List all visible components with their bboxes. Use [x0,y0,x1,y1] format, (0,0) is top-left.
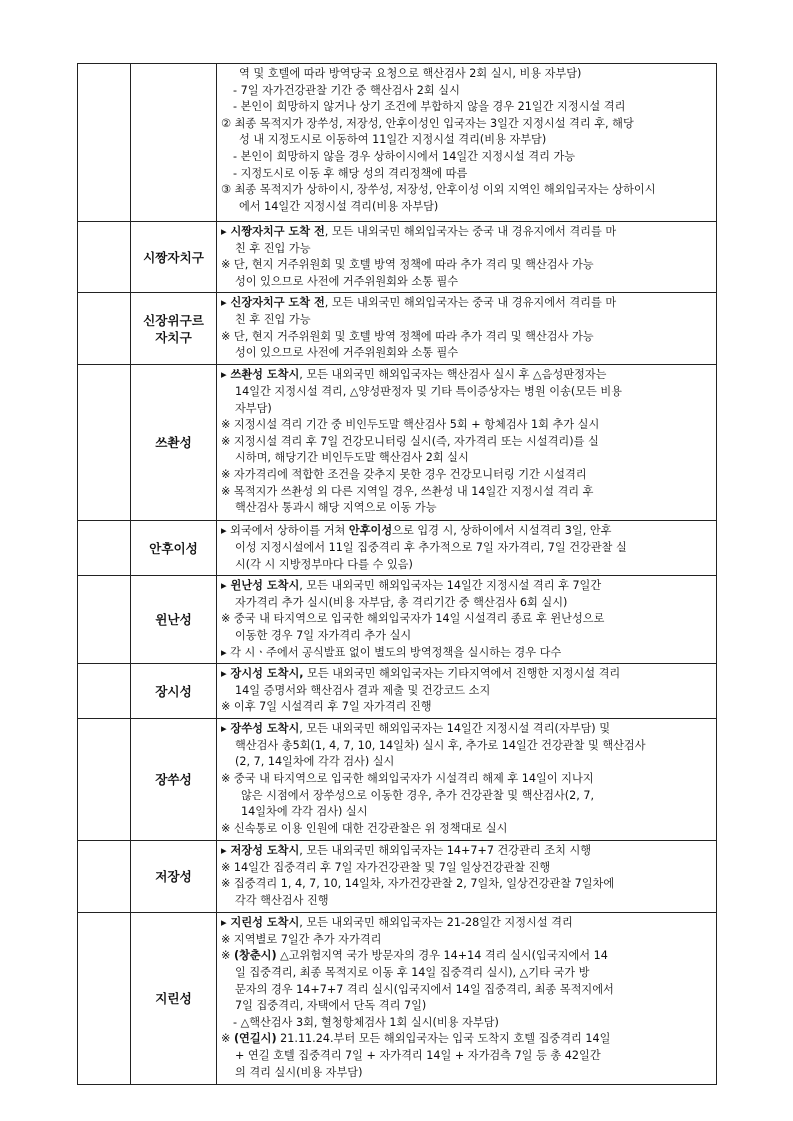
policy-line: 시(각 시 지방정부마다 다를 수 있음) [235,557,413,571]
policy-line: 핵산검사 통과시 해당 지역으로 이동 가능 [235,501,437,515]
policy-line: 이성 지정시설에서 11일 집중격리 후 추가적으로 7일 자가격리, 7일 건강관찰 실 [235,540,627,554]
policy-cell [217,64,717,222]
policy-line: ※ 지역별로 7일간 추가 자가격리 [221,932,382,946]
policy-line: ※ 14일간 집중격리 후 7일 자가건강관찰 및 7일 일상건강관찰 진행 [221,860,551,874]
policy-line: ※ (연길시) 21.11.24.부터 모든 해외입국자는 입국 도착지 호텔 집중격리 14일 [221,1032,611,1046]
policy-line: 에서 14일간 지정시설 격리(비용 자부담) [239,199,439,213]
table-row [78,293,717,365]
region-cell [131,576,217,664]
region-name: 신장위구르 자치구 [143,312,204,345]
policy-line: ② 최종 목적지가 장쑤성, 저장성, 안후이성인 입국자는 3일간 지정시설 격리 후, 해당 [221,116,634,130]
policy-line: - 지정도시로 이동 후 해당 성의 격리정책에 따름 [233,166,468,180]
region-name: 쓰촨성 [155,435,192,451]
empty-column-cell [78,913,131,1085]
policy-cell [217,576,717,664]
table-row [78,913,717,1085]
policy-line: - 7일 자가건강관찰 기간 중 핵산검사 2회 실시 [233,83,460,97]
policy-line: ③ 최종 목적지가 상하이시, 장쑤성, 저장성, 안후이성 이외 지역인 해외입국자는 상하이시 [221,183,656,197]
policy-cell [217,222,717,293]
policy-line: 성이 있으므로 사전에 거주위원회와 소통 필수 [235,346,459,360]
region-name: 시짱자치구 [143,249,204,265]
region-name: 장시성 [155,683,192,699]
policy-line: 핵산검사 총5회(1, 4, 7, 10, 14일차) 실시 후, 추가로 14일간 건강관찰 및 핵산검사 [235,738,646,752]
empty-column-cell [78,841,131,913]
policy-line: ▸ 시짱자치구 도착 전, 모든 내외국민 해외입국자는 중국 내 경유지에서 격리를 마 [221,225,617,238]
region-cell [131,521,217,576]
empty-column-cell [78,365,131,521]
policy-line: - △핵산검사 3회, 혈청항체검사 1회 실시(비용 자부담) [233,1015,499,1029]
policy-cell [217,913,717,1085]
policy-line: 14일간 지정시설 격리, △양성판정자 및 기타 특이증상자는 병원 이송(모든 비용 [235,384,622,398]
policy-line: 시하며, 해당기간 비인두도말 핵산검사 2회 실시 [235,451,469,465]
policy-line: 않은 시점에서 장쑤성으로 이동한 경우, 추가 건강관찰 및 핵산검사(2, 7, [241,788,595,802]
policy-line: - 본인이 희망하지 않을 경우 상하이시에서 14일간 지정시설 격리 가능 [233,149,576,163]
region-cell [131,222,217,293]
policy-line: ※ 중국 내 타지역으로 입국한 해외입국자가 시설격리 해제 후 14일이 지나지 [221,771,594,785]
table-row [78,576,717,664]
policy-line: ※ 집중격리 1, 4, 7, 10, 14일차, 자가건강관찰 2, 7일차, 일상건강관찰 7일차에 [221,877,615,891]
empty-column-cell [78,521,131,576]
policy-line: 각각 핵산검사 진행 [235,893,329,907]
region-name: 윈난성 [155,612,192,628]
policy-line: 문자의 경우 14+7+7 격리 실시(입국지에서 14일 집중격리, 최종 목적지에서 [235,982,614,996]
policy-line: ▸ 외국에서 상하이를 거쳐 안후이성으로 입경 시, 상하이에서 시설격리 3일, 안후 [221,524,612,538]
region-cell [131,64,217,222]
policy-line: ※ 지정시설 격리 기간 중 비인두도말 핵산검사 5회 + 항체검사 1회 추가 실시 [221,418,600,432]
quarantine-policy-table [77,63,717,1085]
table-row [78,521,717,576]
table-row [78,64,717,222]
empty-column-cell [78,719,131,841]
region-cell [131,664,217,719]
policy-line: ▸ 신장자치구 도착 전, 모든 내외국민 해외입국자는 중국 내 경유지에서 격리를 마 [221,296,617,310]
region-cell [131,913,217,1085]
policy-line: ※ 단, 현지 거주위원회 및 호텔 방역 정책에 따라 추가 격리 및 핵산검사 가능 [221,329,594,343]
policy-line: 14일 증명서와 핵산검사 결과 제출 및 건강코드 소지 [235,683,491,697]
table-row [78,664,717,719]
policy-line: ※ 단, 현지 거주위원회 및 호텔 방역 정책에 따라 추가 격리 및 핵산검사 가능 [221,258,594,272]
policy-line: 7일 집중격리, 자택에서 단독 격리 7일) [235,999,427,1013]
policy-line: 성 내 지정도시로 이동하여 11일간 지정시설 격리(비용 자부담) [239,133,547,147]
policy-line: ▸ 쓰촨성 도착시, 모든 내외국민 해외입국자는 핵산검사 실시 후 △음성판정자는 [221,368,607,382]
policy-line: 역 및 호텔에 따라 방역당국 요청으로 핵산검사 2회 실시, 비용 자부담) [239,67,582,80]
policy-line: ▸ 장쑤성 도착시, 모든 내외국민 해외입국자는 14일간 지정시설 격리(자부담) 및 [221,722,611,736]
policy-line: 친 후 진입 가능 [235,241,311,255]
policy-cell [217,719,717,841]
policy-line: 이동한 경우 7일 자가격리 추가 실시 [235,628,412,642]
policy-line: ※ 자가격리에 적합한 조건을 갖추지 못한 경우 건강모니터링 기간 시설격리 [221,467,587,481]
policy-line: (2, 7, 14일차에 각각 검사) 실시 [235,755,395,769]
policy-cell [217,521,717,576]
empty-column-cell [78,64,131,222]
policy-line: ▸ 지린성 도착시, 모든 내외국민 해외입국자는 21-28일간 지정시설 격리 [221,916,573,930]
policy-cell [217,841,717,913]
policy-line: 친 후 진입 가능 [235,312,311,326]
region-name: 저장성 [155,869,192,885]
empty-column-cell [78,293,131,365]
table-row [78,719,717,841]
region-cell [131,293,217,365]
region-name: 지린성 [155,991,192,1007]
policy-line: ※ (창춘시) △고위험지역 국가 방문자의 경우 14+14 격리 실시(입국지에서 14 [221,949,608,963]
policy-line: ※ 이후 7일 시설격리 후 7일 자가격리 진행 [221,700,432,714]
policy-line: 14일차에 각각 검사) 실시 [241,805,368,819]
policy-line: - 본인이 희망하지 않거나 상기 조건에 부합하지 않을 경우 21일간 지정시설 격리 [233,100,626,114]
empty-column-cell [78,664,131,719]
policy-cell [217,293,717,365]
policy-line: 일 집중격리, 최종 목적지로 이동 후 14일 집중격리 실시), △기타 국가 방 [235,965,590,979]
empty-column-cell [78,576,131,664]
region-cell [131,719,217,841]
policy-line: 의 격리 실시(비용 자부담) [235,1065,363,1079]
policy-line: 자부담) [235,401,272,415]
policy-line: ※ 신속통로 이용 인원에 대한 건강관찰은 위 정책대로 실시 [221,821,508,835]
empty-column-cell [78,222,131,293]
policy-line: ▸ 저장성 도착시, 모든 내외국민 해외입국자는 14+7+7 건강관리 조치 시행 [221,844,592,858]
policy-cell [217,664,717,719]
policy-line: ※ 지정시설 격리 후 7일 건강모니터링 실시(즉, 자가격리 또는 시설격리)를 실 [221,434,599,448]
region-name: 장쑤성 [155,772,192,788]
region-cell [131,365,217,521]
table-row [78,365,717,521]
policy-line: ▸ 각 시ㆍ주에서 공식발표 없이 별도의 방역정책을 실시하는 경우 다수 [221,645,562,659]
region-cell [131,841,217,913]
table-row [78,222,717,293]
policy-line: 성이 있으므로 사전에 거주위원회와 소통 필수 [235,274,459,288]
policy-line: 자가격리 추가 실시(비용 자부담, 총 격리기간 중 핵산검사 6회 실시) [235,595,568,609]
table-row [78,841,717,913]
policy-line: ※ 목적지가 쓰촨성 외 다른 지역일 경우, 쓰촨성 내 14일간 지정시설 격리 후 [221,484,594,498]
policy-line: ▸ 장시성 도착시, 모든 내외국민 해외입국자는 기타지역에서 진행한 지정시설 격리 [221,667,621,681]
policy-line: ▸ 윈난성 도착시, 모든 내외국민 해외입국자는 14일간 지정시설 격리 후 7일간 [221,579,602,593]
policy-cell [217,365,717,521]
policy-line: + 연길 호텔 집중격리 7일 + 자가격리 14일 + 자가검측 7일 등 총 42일간 [235,1048,601,1062]
region-name: 안후이성 [149,540,198,556]
policy-line: ※ 중국 내 타지역으로 입국한 해외입국자가 14일 시설격리 종료 후 윈난성으로 [221,612,605,626]
